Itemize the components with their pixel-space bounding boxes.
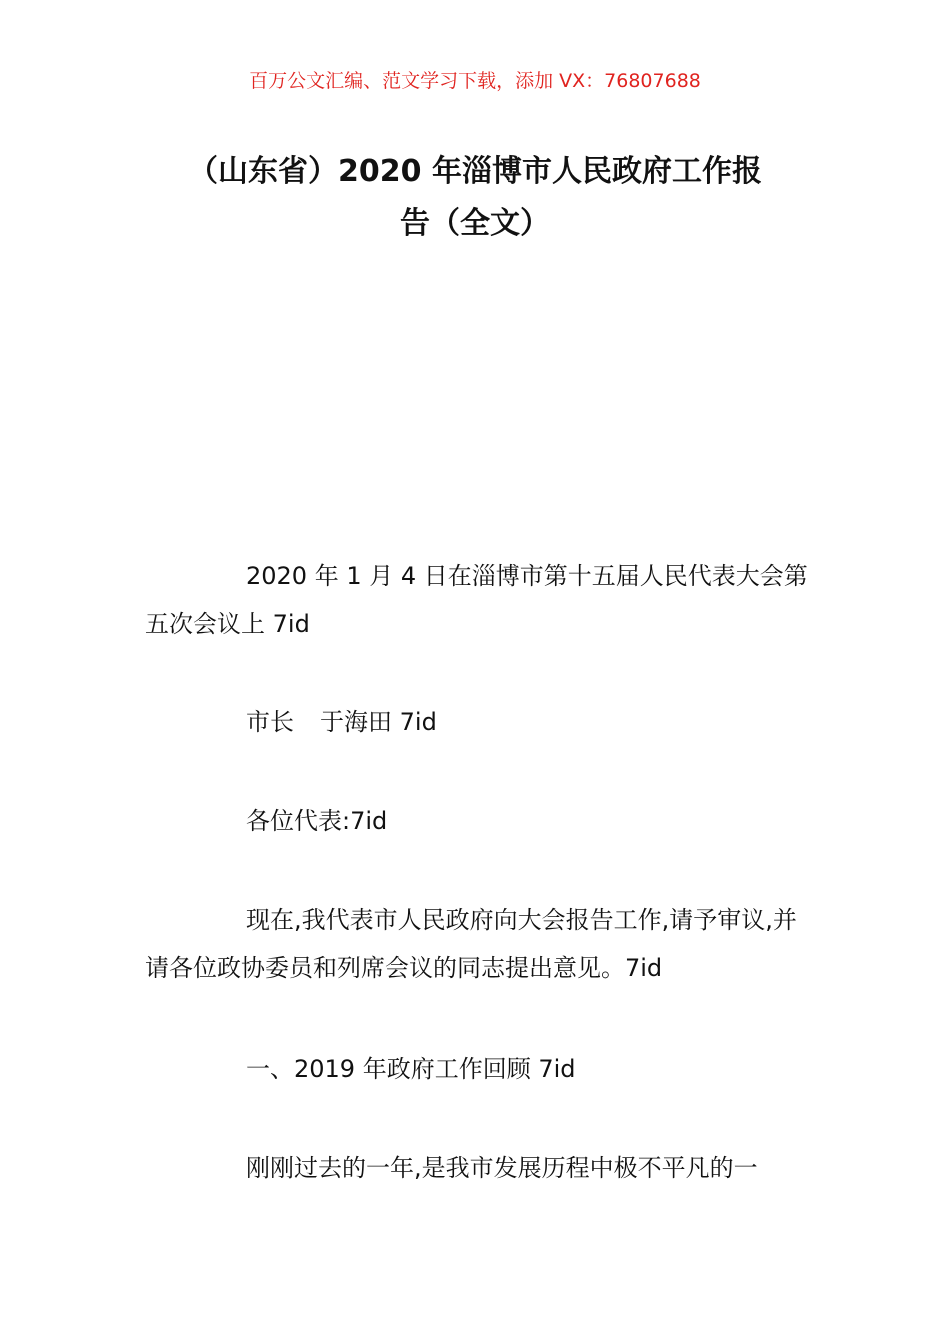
paragraph-salutation [145, 797, 810, 845]
paragraph-text: 2020 年 1 月 4 日在淄博市第十五届人民代表大会第五次会议上 7id [145, 562, 808, 638]
title-line-1: （山东省）2020 年淄博市人民政府工作报 [188, 154, 762, 189]
speaker-role: 市长 [246, 708, 294, 736]
header-banner: 百万公文汇编、范文学习下载，添加 VX：76807688 [249, 70, 701, 92]
page-title [0, 146, 950, 250]
paragraph-text: 现在,我代表市人民政府向大会报告工作,请予审议,并请各位政协委员和列席会议的同志提出意见。7id [145, 906, 797, 982]
section-heading-text: 一、2019 年政府工作回顾 7id [246, 1055, 576, 1083]
section-heading [145, 1045, 810, 1093]
paragraph-speaker [145, 698, 810, 746]
paragraph-review [145, 1144, 810, 1192]
speaker-line [145, 698, 810, 746]
title-line-2: 告（全文） [400, 206, 550, 241]
paragraph-text: 各位代表:7id [246, 807, 388, 835]
paragraph-intro [145, 896, 810, 992]
paragraph-meeting-info [145, 552, 810, 648]
speaker-name: 于海田 7id [320, 708, 437, 736]
paragraph-text: 刚刚过去的一年,是我市发展历程中极不平凡的一 [246, 1154, 758, 1182]
